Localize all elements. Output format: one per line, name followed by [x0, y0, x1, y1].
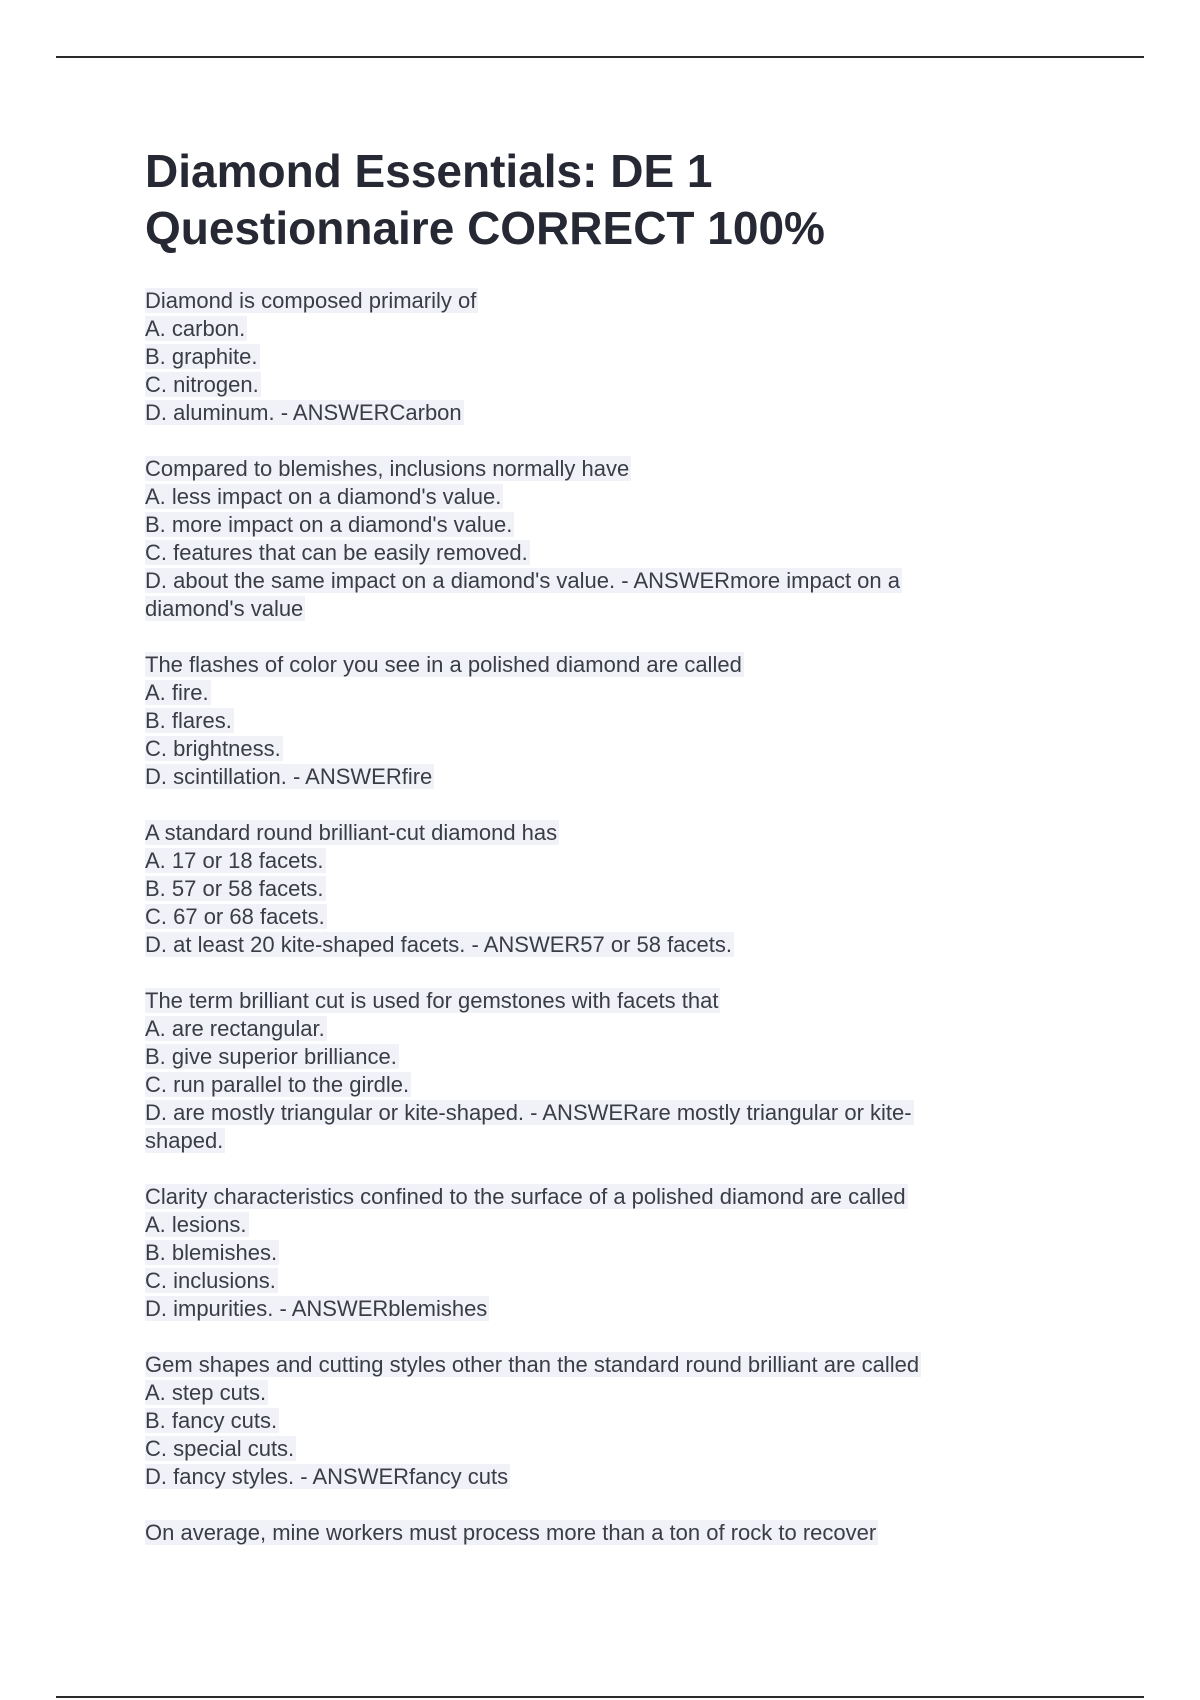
answer-option [145, 371, 1005, 399]
answer-option [145, 595, 1005, 623]
answer-option [145, 343, 1005, 371]
answer-option-text: D. about the same impact on a diamond's value. - ANSWERmore impact on a [145, 568, 900, 593]
answer-option [145, 1407, 1005, 1435]
answer-option [145, 483, 1005, 511]
answer-option [145, 1015, 1005, 1043]
question-prompt-text: The term brilliant cut is used for gemstones with facets that [145, 988, 719, 1013]
question-block [145, 455, 1005, 623]
answer-option-text: D. are mostly triangular or kite-shaped. - ANSWERare mostly triangular or kite- [145, 1100, 912, 1125]
answer-option [145, 1043, 1005, 1071]
answer-option-text: D. scintillation. - ANSWERfire [145, 764, 433, 789]
question-prompt-text: Clarity characteristics confined to the surface of a polished diamond are called [145, 1184, 906, 1209]
answer-option-text: C. brightness. [145, 736, 281, 761]
answer-option-text: C. nitrogen. [145, 372, 259, 397]
answer-option [145, 1267, 1005, 1295]
answer-option-text: C. run parallel to the girdle. [145, 1072, 410, 1097]
question-block [145, 287, 1005, 427]
answer-option-text: D. impurities. - ANSWERblemishes [145, 1296, 488, 1321]
question-block [145, 1183, 1005, 1323]
answer-option-text: B. 57 or 58 facets. [145, 876, 324, 901]
question-block [145, 1519, 1005, 1547]
answer-option-text: B. blemishes. [145, 1240, 278, 1265]
answer-option-text: B. fancy cuts. [145, 1408, 278, 1433]
title-line-2: Questionnaire CORRECT 100% [145, 202, 825, 254]
answer-option [145, 847, 1005, 875]
answer-option-text: C. 67 or 68 facets. [145, 904, 325, 929]
answer-option-text: A. less impact on a diamond's value. [145, 484, 502, 509]
answer-option [145, 1211, 1005, 1239]
answer-option-text: B. flares. [145, 708, 232, 733]
question-block [145, 651, 1005, 791]
question-prompt [145, 455, 1005, 483]
answer-option [145, 1435, 1005, 1463]
question-prompt-text: A standard round brilliant-cut diamond has [145, 820, 558, 845]
answer-option-text: diamond's value [145, 596, 304, 621]
answer-option [145, 903, 1005, 931]
answer-option [145, 735, 1005, 763]
document-title [145, 143, 1005, 257]
answer-option [145, 1099, 1005, 1127]
question-prompt [145, 1351, 1005, 1379]
answer-option [145, 399, 1005, 427]
answer-option-text: C. features that can be easily removed. [145, 540, 528, 565]
question-prompt-text: Compared to blemishes, inclusions normally have [145, 456, 630, 481]
answer-option [145, 511, 1005, 539]
answer-option-text: shaped. [145, 1128, 224, 1153]
question-prompt [145, 987, 1005, 1015]
answer-option [145, 931, 1005, 959]
answer-option-text: A. fire. [145, 680, 209, 705]
question-prompt-text: On average, mine workers must process more than a ton of rock to recover [145, 1520, 877, 1545]
question-prompt-text: Diamond is composed primarily of [145, 288, 477, 313]
question-prompt [145, 1519, 1005, 1547]
question-block [145, 819, 1005, 959]
question-prompt-text: Gem shapes and cutting styles other than the standard round brilliant are called [145, 1352, 920, 1377]
answer-option [145, 1379, 1005, 1407]
answer-option-text: C. special cuts. [145, 1436, 295, 1461]
answer-option [145, 1127, 1005, 1155]
answer-option-text: D. aluminum. - ANSWERCarbon [145, 400, 462, 425]
answer-option-text: D. fancy styles. - ANSWERfancy cuts [145, 1464, 509, 1489]
answer-option-text: B. more impact on a diamond's value. [145, 512, 513, 537]
answer-option-text: B. graphite. [145, 344, 258, 369]
answer-option [145, 1463, 1005, 1491]
question-block [145, 987, 1005, 1155]
answer-option-text: A. lesions. [145, 1212, 247, 1237]
bottom-divider [56, 1696, 1144, 1698]
answer-option [145, 315, 1005, 343]
question-prompt [145, 819, 1005, 847]
question-list [145, 287, 1005, 1547]
answer-option [145, 1295, 1005, 1323]
answer-option [145, 875, 1005, 903]
answer-option [145, 567, 1005, 595]
answer-option-text: D. at least 20 kite-shaped facets. - ANSWER57 or 58 facets. [145, 932, 732, 957]
answer-option [145, 707, 1005, 735]
document-content [145, 143, 1005, 1575]
answer-option-text: A. 17 or 18 facets. [145, 848, 324, 873]
question-prompt-text: The flashes of color you see in a polished diamond are called [145, 652, 742, 677]
title-line-1: Diamond Essentials: DE 1 [145, 145, 713, 197]
question-prompt [145, 287, 1005, 315]
answer-option [145, 763, 1005, 791]
answer-option-text: A. carbon. [145, 316, 246, 341]
answer-option-text: C. inclusions. [145, 1268, 276, 1293]
answer-option [145, 1071, 1005, 1099]
answer-option-text: A. step cuts. [145, 1380, 267, 1405]
question-prompt [145, 651, 1005, 679]
answer-option [145, 679, 1005, 707]
answer-option-text: A. are rectangular. [145, 1016, 325, 1041]
question-block [145, 1351, 1005, 1491]
answer-option [145, 539, 1005, 567]
top-divider [56, 56, 1144, 58]
answer-option-text: B. give superior brilliance. [145, 1044, 397, 1069]
answer-option [145, 1239, 1005, 1267]
question-prompt [145, 1183, 1005, 1211]
